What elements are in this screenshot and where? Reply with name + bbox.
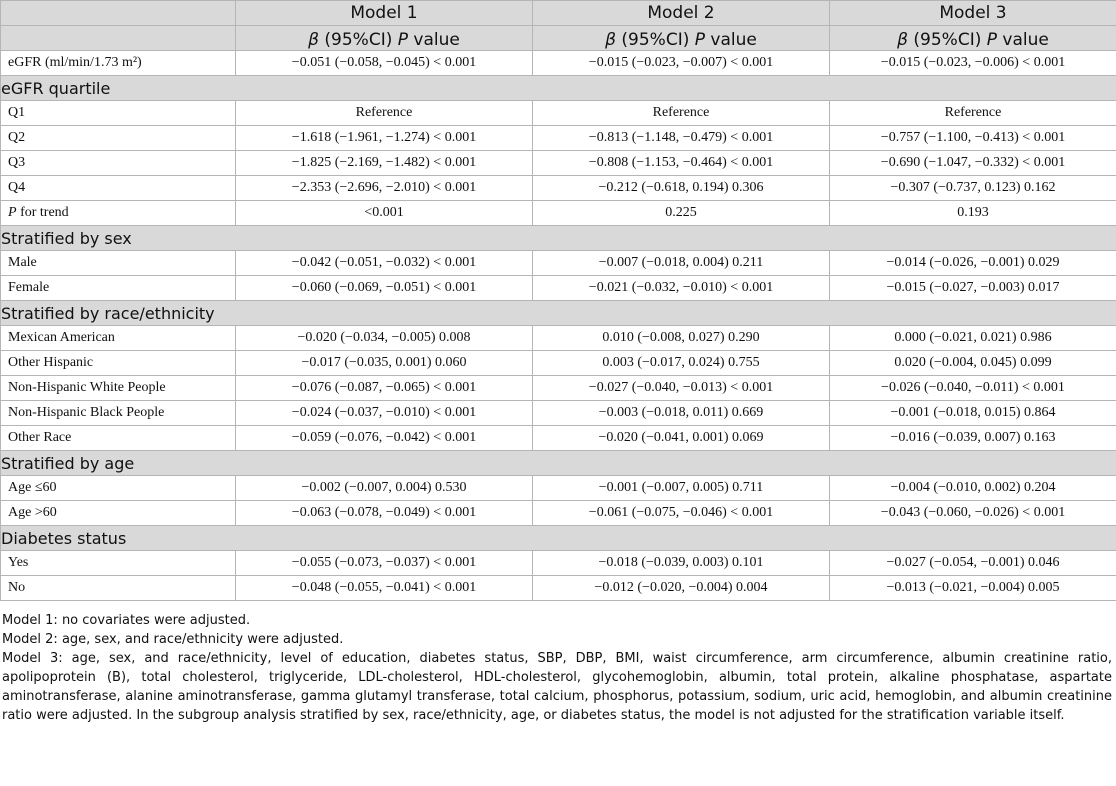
ci-label: (95%CI) [913,30,982,50]
model-3-value: −0.307 (−0.737, 0.123) 0.162 [830,176,1116,201]
model-3-value: −0.001 (−0.018, 0.015) 0.864 [830,401,1116,426]
model-2-value: −0.003 (−0.018, 0.011) 0.669 [533,401,830,426]
table-row [1,326,1116,351]
table-row [1,126,1116,151]
model-1-value: −0.060 (−0.069, −0.051) < 0.001 [236,276,533,301]
p-trend-row [1,201,1116,226]
table-row [1,501,1116,526]
model-1-value: −0.055 (−0.073, −0.037) < 0.001 [236,551,533,576]
model-1-value: −1.825 (−2.169, −1.482) < 0.001 [236,151,533,176]
model-1-value: −0.002 (−0.007, 0.004) 0.530 [236,476,533,501]
model-2-value: Reference [533,101,830,126]
model-1-value: −0.024 (−0.037, −0.010) < 0.001 [236,401,533,426]
table-row [1,551,1116,576]
beta-symbol: β [308,30,319,50]
row-label: Other Race [1,426,236,451]
model-1-value: −0.076 (−0.087, −0.065) < 0.001 [236,376,533,401]
model-3-value: −0.016 (−0.039, 0.007) 0.163 [830,426,1116,451]
table-row [1,101,1116,126]
value-label: value [413,30,460,50]
section-header-race [1,301,1116,326]
table-row [1,251,1116,276]
row-label: No [1,576,236,601]
model-3-value: −0.757 (−1.100, −0.413) < 0.001 [830,126,1116,151]
table-row [1,426,1116,451]
p-label: P [397,30,409,50]
value-label: value [1002,30,1049,50]
table-row [1,276,1116,301]
section-header-age [1,451,1116,476]
model-2-value: 0.003 (−0.017, 0.024) 0.755 [533,351,830,376]
table-row [1,576,1116,601]
model-1-value: −0.042 (−0.051, −0.032) < 0.001 [236,251,533,276]
row-label [1,201,236,226]
model-2-value: −0.020 (−0.041, 0.001) 0.069 [533,426,830,451]
footnote-model-2: Model 2: age, sex, and race/ethnicity were adjusted. [2,632,344,647]
model-1-value: −0.063 (−0.078, −0.049) < 0.001 [236,501,533,526]
ci-label: (95%CI) [621,30,690,50]
stat-header-model-2 [533,26,830,51]
model-3-value: −0.027 (−0.054, −0.001) 0.046 [830,551,1116,576]
model-3-header: Model 3 [830,1,1116,26]
row-label: Age ≤60 [1,476,236,501]
p-trend-p: P [8,205,17,220]
model-3-value: −0.043 (−0.060, −0.026) < 0.001 [830,501,1116,526]
p-label: P [986,30,998,50]
model-2-value: −0.007 (−0.018, 0.004) 0.211 [533,251,830,276]
beta-symbol: β [897,30,908,50]
section-title: Stratified by race/ethnicity [1,301,1116,326]
row-label: Mexican American [1,326,236,351]
row-label: Yes [1,551,236,576]
table-row [1,401,1116,426]
model-2-value: −0.012 (−0.020, −0.004) 0.004 [533,576,830,601]
model-2-value: 0.225 [533,201,830,226]
row-label: Non-Hispanic Black People [1,401,236,426]
section-header-diabetes [1,526,1116,551]
model-1-value: Reference [236,101,533,126]
model-1-value: −0.017 (−0.035, 0.001) 0.060 [236,351,533,376]
section-title: eGFR quartile [1,76,1116,101]
model-3-value: −0.014 (−0.026, −0.001) 0.029 [830,251,1116,276]
section-title: Stratified by sex [1,226,1116,251]
model-2-value: −0.808 (−1.153, −0.464) < 0.001 [533,151,830,176]
stat-header-model-1 [236,26,533,51]
model-3-value: −0.015 (−0.027, −0.003) 0.017 [830,276,1116,301]
row-label: Q2 [1,126,236,151]
model-2-header: Model 2 [533,1,830,26]
model-2-value: −0.018 (−0.039, 0.003) 0.101 [533,551,830,576]
beta-symbol: β [605,30,616,50]
row-label: Q4 [1,176,236,201]
table-row [1,376,1116,401]
model-3-value: −0.013 (−0.021, −0.004) 0.005 [830,576,1116,601]
p-label: P [694,30,706,50]
p-trend-text: for trend [16,205,69,220]
model-header-row [1,1,1116,26]
row-label: Other Hispanic [1,351,236,376]
model-3-value: 0.000 (−0.021, 0.021) 0.986 [830,326,1116,351]
model-1-value: −1.618 (−1.961, −1.274) < 0.001 [236,126,533,151]
model-2-value: −0.001 (−0.007, 0.005) 0.711 [533,476,830,501]
model-2-value: −0.021 (−0.032, −0.010) < 0.001 [533,276,830,301]
model-2-value: 0.010 (−0.008, 0.027) 0.290 [533,326,830,351]
egfr-row [1,51,1116,76]
footnote-model-3: Model 3: age, sex, and race/ethnicity, level of education, diabetes status, SBP, DBP, BMI, waist circumference, arm circumference, albumin creatinine ratio, apolipoprotein (B), total cholesterol, triglyceride, LDL-cholesterol, HDL-cholesterol, glycohemoglobin, albumin, total protein, alkaline phosphatase, aspartate aminotransferase, alanine aminotransferase, gamma glutamyl transferase, total calcium, phosphorus, potassium, sodium, uric acid, hemoglobin, and albumin creatinine ratio were adjusted. In the subgroup analysis stratified by sex, race/ethnicity, age, or diabetes status, the model is not adjusted for the stratification variable itself. [2,651,1112,723]
row-label: Q1 [1,101,236,126]
row-label: Female [1,276,236,301]
header-blank-cell [1,1,236,26]
table-row [1,151,1116,176]
row-label: Age >60 [1,501,236,526]
section-title: Stratified by age [1,451,1116,476]
stat-header-model-3 [830,26,1116,51]
model-2-value: −0.027 (−0.040, −0.013) < 0.001 [533,376,830,401]
table-row [1,476,1116,501]
model-3-value: −0.015 (−0.023, −0.006) < 0.001 [830,51,1116,76]
model-1-value: <0.001 [236,201,533,226]
table-row [1,176,1116,201]
model-2-value: −0.061 (−0.075, −0.046) < 0.001 [533,501,830,526]
stat-header-row [1,26,1116,51]
model-2-value: −0.212 (−0.618, 0.194) 0.306 [533,176,830,201]
ci-label: (95%CI) [324,30,393,50]
model-3-value: Reference [830,101,1116,126]
model-2-value: −0.813 (−1.148, −0.479) < 0.001 [533,126,830,151]
footnote-model-1: Model 1: no covariates were adjusted. [2,613,251,628]
model-3-value: 0.193 [830,201,1116,226]
section-header-quartile [1,76,1116,101]
table-footnotes [0,611,1112,725]
model-3-value: −0.004 (−0.010, 0.002) 0.204 [830,476,1116,501]
model-1-value: −0.059 (−0.076, −0.042) < 0.001 [236,426,533,451]
table-row [1,351,1116,376]
model-1-value: −2.353 (−2.696, −2.010) < 0.001 [236,176,533,201]
model-3-value: −0.026 (−0.040, −0.011) < 0.001 [830,376,1116,401]
model-1-value: −0.048 (−0.055, −0.041) < 0.001 [236,576,533,601]
model-1-value: −0.020 (−0.034, −0.005) 0.008 [236,326,533,351]
model-1-value: −0.051 (−0.058, −0.045) < 0.001 [236,51,533,76]
section-header-sex [1,226,1116,251]
model-2-value: −0.015 (−0.023, −0.007) < 0.001 [533,51,830,76]
value-label: value [710,30,757,50]
row-label: Non-Hispanic White People [1,376,236,401]
model-1-header: Model 1 [236,1,533,26]
model-3-value: 0.020 (−0.004, 0.045) 0.099 [830,351,1116,376]
model-3-value: −0.690 (−1.047, −0.332) < 0.001 [830,151,1116,176]
row-label: Q3 [1,151,236,176]
row-label: Male [1,251,236,276]
header-blank-cell [1,26,236,51]
row-label: eGFR (ml/min/1.73 m²) [1,51,236,76]
section-title: Diabetes status [1,526,1116,551]
